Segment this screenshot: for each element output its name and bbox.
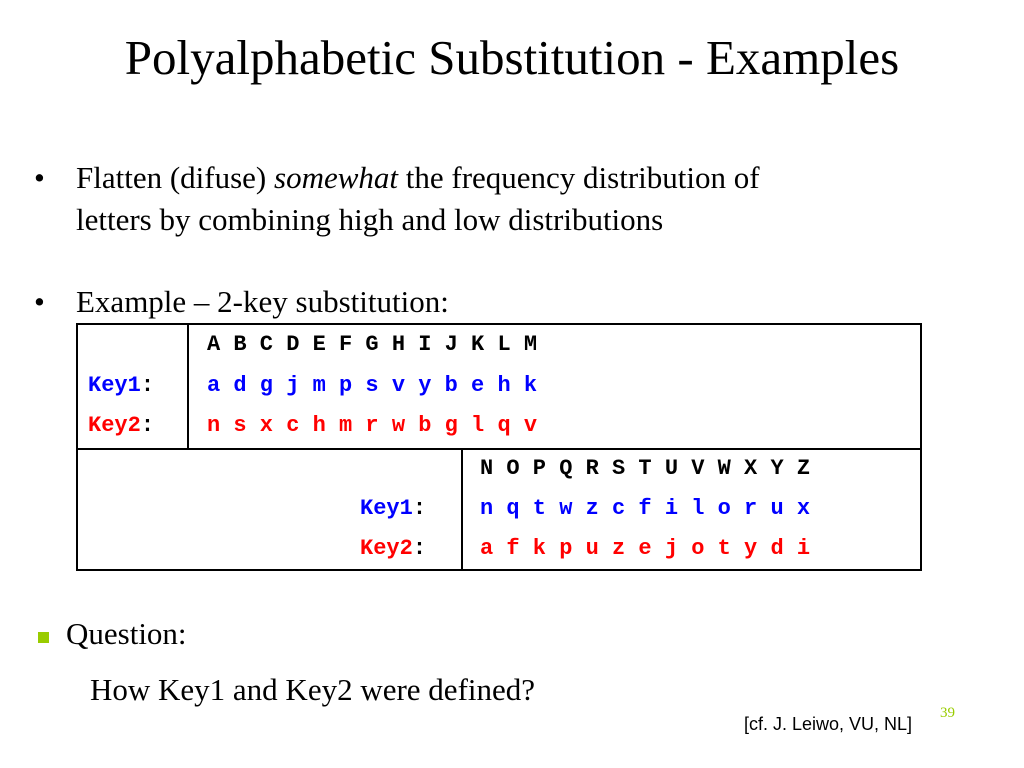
table-divider-bottom [461,448,463,569]
question-bullet-square [38,632,49,643]
table-divider-horizontal [78,448,920,450]
key1-row-top: a d g j m p s v y b e h k [207,373,538,398]
bullet-line-1 [76,157,760,199]
bullet-line-2: letters by combining high and low distributions [76,202,664,237]
key2-label-top [88,412,154,440]
slide-title: Polyalphabetic Substitution - Examples [124,30,900,85]
bullet-marker: • [34,160,45,195]
label-colon: : [140,413,155,438]
key2-row-top: n s x c h m r w b g l q v [207,413,538,438]
bullet-emphasis: somewhat [274,160,399,195]
bullet-line-1-start: Flatten (difuse) [76,160,275,195]
question-text: How Key1 and Key2 were defined? [90,672,536,707]
bullet-text: Example – 2-key substitution: [76,284,449,319]
bullet-text [76,157,760,241]
key1-name: Key1 [88,373,141,398]
key1-name: Key1 [360,496,413,521]
key2-label-bottom [360,535,426,563]
page-number: 39 [940,705,955,721]
key2-name: Key2 [88,413,141,438]
table-divider-top [187,325,189,448]
citation: [cf. J. Leiwo, VU, NL] [744,714,913,734]
label-colon: : [140,373,155,398]
bullet-marker: • [34,284,45,319]
key1-label-top [88,372,154,400]
key1-row-bottom: n q t w z c f i l o r u x [480,496,811,521]
key1-label-bottom [360,495,426,523]
label-colon: : [412,536,427,561]
key2-name: Key2 [360,536,413,561]
key2-row-bottom: a f k p u z e j o t y d i [480,536,811,561]
key-table [76,323,922,571]
label-colon: : [412,496,427,521]
question-label: Question: [66,616,187,651]
plain-row-top: A B C D E F G H I J K L M [207,332,538,357]
bullet-line-1-end: the frequency distribution of [398,160,760,195]
plain-row-bottom: N O P Q R S T U V W X Y Z [480,456,811,481]
